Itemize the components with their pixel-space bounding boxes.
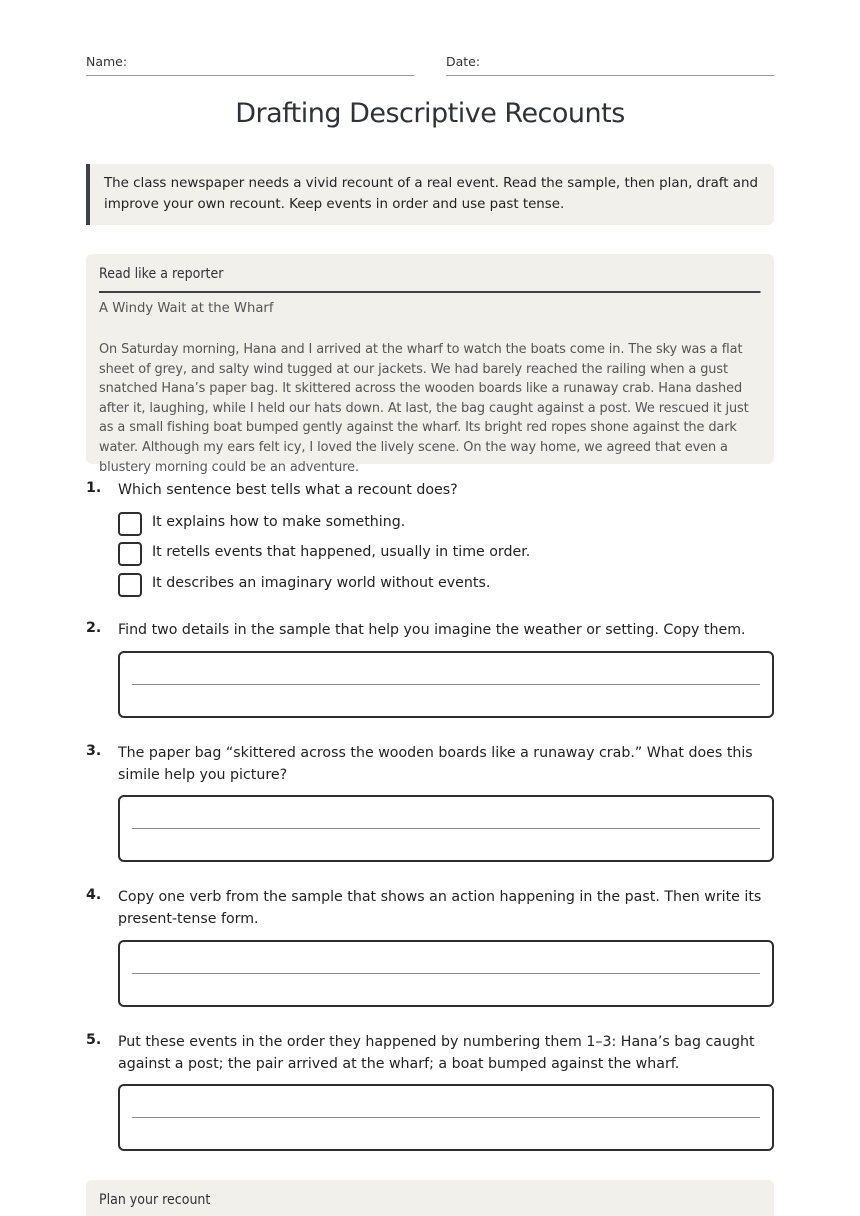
worksheet-title: Drafting Descriptive Recounts [235,98,625,129]
name-label: Name: [86,54,128,69]
reading-heading: Read like a reporter [99,266,761,293]
checkbox[interactable] [118,542,142,566]
answer-box-5[interactable] [118,1084,774,1151]
question-text: Put these events in the order they happened by numbering them 1–3: Hana’s bag caught against a post; the pair arrived at the wharf; a boat bumped against the wharf. [118,1034,755,1072]
question-text: Copy one verb from the sample that shows an action happening in the past. Then write its present-tense form. [118,889,762,927]
option-3 [118,573,718,597]
writing-line [132,1117,760,1118]
question-number: 1. [86,480,102,496]
question-number: 2. [86,620,102,636]
question-number: 4. [86,887,102,903]
plan-heading: Plan your recount [99,1192,211,1208]
question-text: Which sentence best tells what a recount does? [118,482,458,498]
question-number: 3. [86,743,102,759]
sample-reading-panel [86,254,774,475]
sample-text: On Saturday morning, Hana and I arrived at the wharf to watch the boats come in. The sky was a flat sheet of grey, and salty wind tugged at our jackets. We had barely reached the railing when a gust snatched Hana’s paper bag. It skittered across the wooden boards like a runaway crab. Hana dashed after it, laughing, while I held our hats down. At last, the bag caught against a post. We rescued it just as a small fishing boat bumped gently against the wharf. Its bright red ropes shone against the dark water. Although my ears felt icy, I loved the lively scene. On the way home, we agreed that even a blustery morning could be an adventure. [99,342,749,475]
writing-line [132,684,760,685]
question-text: Find two details in the sample that help you imagine the weather or setting. Copy them. [118,622,746,638]
answer-box-2[interactable] [118,651,774,718]
intro-callout: The class newspaper needs a vivid recount of a real event. Read the sample, then plan, draft and improve your own recount. Keep events in order and use past tense. [86,164,774,225]
option-label: It describes an imaginary world without events. [152,575,491,591]
checkbox[interactable] [118,573,142,597]
student-info-fields [86,54,774,76]
option-1 [118,512,718,536]
date-field[interactable] [446,54,774,76]
option-label: It retells events that happened, usually in time order. [152,544,531,560]
option-label: It explains how to make something. [152,514,406,530]
name-field[interactable] [86,54,414,76]
checkbox[interactable] [118,512,142,536]
question-number: 5. [86,1032,102,1048]
question-text: The paper bag “skittered across the wooden boards like a runaway crab.” What does this simile help you picture? [118,745,753,783]
answer-box-3[interactable] [118,795,774,862]
writing-line [132,828,760,829]
writing-line [132,973,760,974]
date-label: Date: [446,54,481,69]
plan-section [86,1180,774,1216]
option-2 [118,542,718,566]
answer-box-4[interactable] [118,940,774,1007]
sample-title: A Windy Wait at the Wharf [99,301,274,316]
